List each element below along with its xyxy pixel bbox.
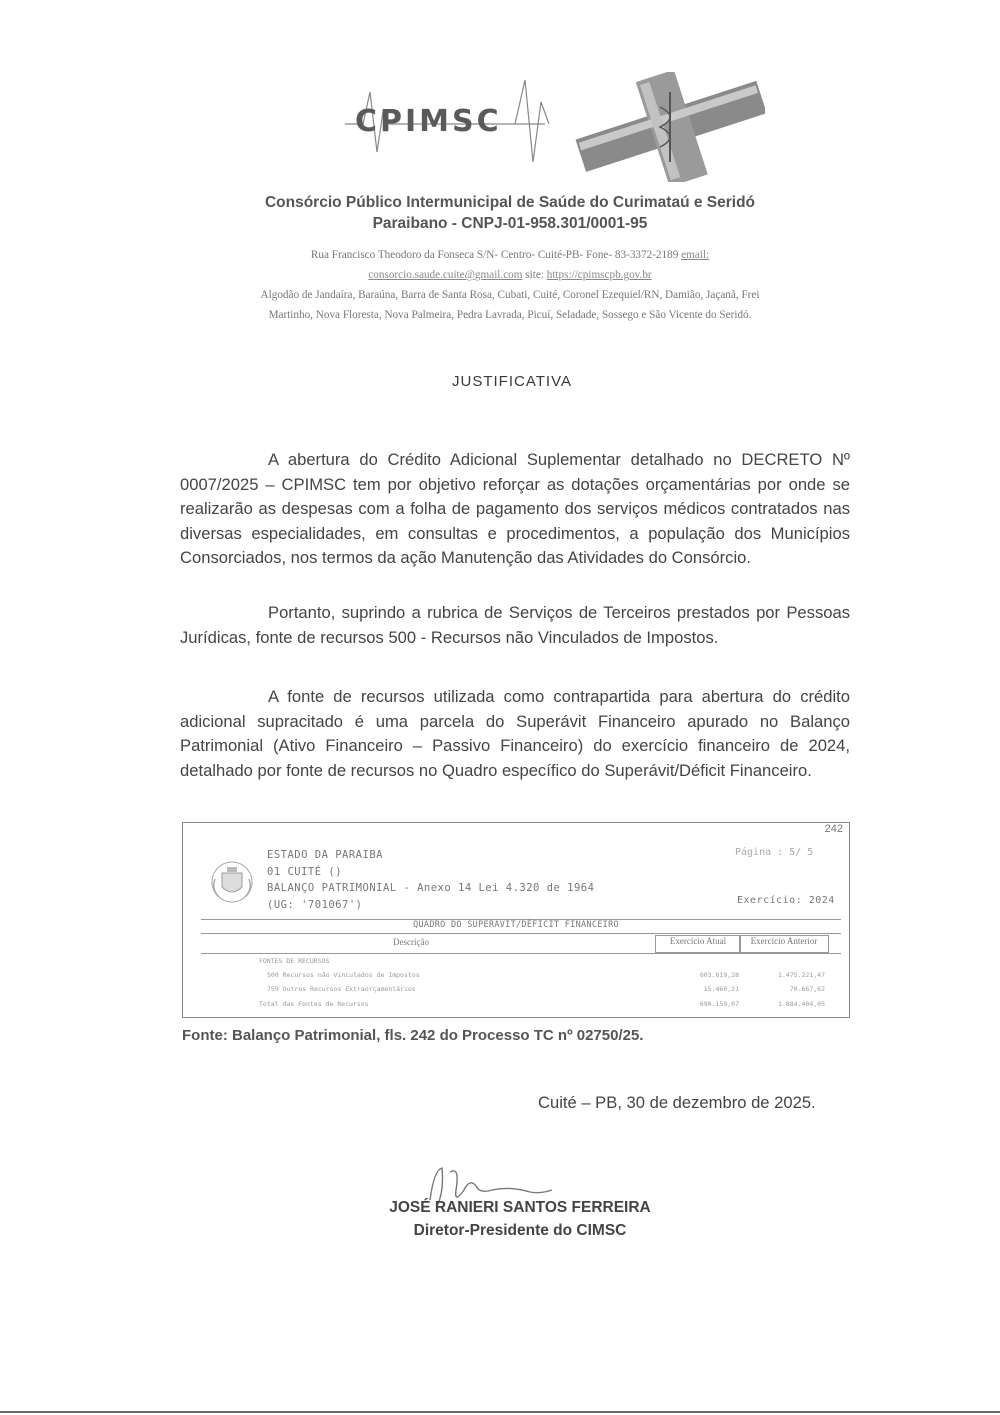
signatory-role: Diretor-Presidente do CIMSC: [413, 1222, 627, 1239]
report-fiscal-year: Exercício: 2024: [737, 895, 835, 906]
paragraph-1-text: A abertura do Crédito Adicional Suplementar detalhado no DECRETO Nº 0007/2025 – CPIMSC tem por objetivo reforçar as dotações orçamentárias por onde se realizarão as despesas com a folha de pagamento dos serviços médicos contratados nas diversas especialidades, em consultas e procedimentos, a população dos Municípios Consorciados, nos termos da ação Manutenção das Atividades do Consórcio.: [180, 450, 850, 567]
org-name: [180, 192, 840, 234]
col-header-descricao: Descrição: [393, 937, 429, 947]
logo: [345, 72, 765, 182]
logo-text: CPIMSC: [355, 104, 502, 139]
state-coat-of-arms-icon: [209, 859, 255, 905]
quadro-title: QUADRO DO SUPERAVIT/DÉFICIT FINANCEIRO: [413, 920, 619, 930]
total-atual: 690.159,07: [699, 1000, 739, 1008]
scan-edge-line: [0, 1411, 1000, 1413]
table-row-atual: 603.619,28: [699, 971, 739, 979]
address-line: Rua Francisco Theodoro da Fonseca S/N- Centro- Cuité-PB- Fone- 83-3372-2189: [310, 249, 679, 261]
municipalities-line1: Algodão de Jandaíra, Baraúna, Barra de Santa Rosa, Cubati, Cuité, Coronel Ezequiel/RN, Damião, Jaçanã, Frei: [260, 289, 760, 301]
report-page-number: 242: [824, 823, 843, 835]
table-row-desc: 759 Outros Recursos Extraorçamentários: [267, 985, 416, 993]
total-label: Total das Fontes de Recursos: [259, 1000, 369, 1008]
report-page-label: Página : 5/ 5: [735, 847, 814, 858]
group-label: FONTES DE RECURSOS: [259, 957, 330, 965]
divider: [201, 953, 841, 954]
site-link[interactable]: https://cpimscpb.gov.br: [546, 269, 652, 281]
paragraph-2-text: Portanto, suprindo a rubrica de Serviços de Terceiros prestados por Pessoas Jurídicas, fonte de recursos 500 - Recursos não Vinculados de Impostos.: [180, 603, 850, 647]
paragraph-3-text: A fonte de recursos utilizada como contrapartida para abertura do crédito adicional supracitado é uma parcela do Superávit Financeiro apurado no Balanço Patrimonial (Ativo Financeiro – Passivo Financeiro) do exercício financeiro de 2024, detalhado por fonte de recursos no Quadro específico do Superávit/Déficit Financeiro.: [180, 687, 850, 780]
report-ug: (UG: '701067'): [267, 899, 363, 911]
table-row-desc: 500 Recursos não Vinculados de Impostos: [267, 971, 420, 979]
table-row-anterior: 70.667,62: [789, 985, 825, 993]
signatory-name: JOSÉ RANIERI SANTOS FERREIRA: [389, 1199, 651, 1216]
report-name: BALANÇO PATRIMONIAL - Anexo 14 Lei 4.320 de 1964: [267, 882, 595, 894]
balance-sheet-excerpt: [182, 822, 850, 1018]
total-anterior: 1.884.404,05: [778, 1000, 825, 1008]
municipalities-line2: Martinho, Nova Floresta, Nova Palmeira, Pedra Lavrada, Picuí, Seladade, Sossego e São Vicente do Seridó.: [268, 309, 752, 321]
table-row-anterior: 1.475.221,47: [778, 971, 825, 979]
document-title: JUSTIFICATIVA: [452, 373, 572, 390]
divider: [201, 933, 841, 934]
col-header-atual: Exercício Atual: [655, 935, 741, 953]
address-block: [150, 245, 870, 325]
site-label: site:: [525, 269, 544, 281]
org-name-line2: Paraibano - CNPJ-01-958.301/0001-95: [372, 215, 648, 232]
paragraph-3: [180, 685, 850, 783]
col-header-anterior: Exercício Anterior: [739, 935, 829, 953]
paragraph-2: [180, 601, 850, 650]
source-note: Fonte: Balanço Patrimonial, fls. 242 do Processo TC nº 02750/25.: [182, 1027, 644, 1044]
email-label[interactable]: email:: [681, 249, 710, 261]
paragraph-1: [180, 448, 850, 571]
org-name-line1: Consórcio Público Intermunicipal de Saúde do Curimataú e Seridó: [264, 194, 756, 211]
report-entity: 01 CUITÉ (): [267, 866, 343, 878]
report-state: ESTADO DA PARAIBA: [267, 849, 383, 861]
dateline: Cuité – PB, 30 de dezembro de 2025.: [538, 1093, 816, 1112]
table-row-atual: 15.460,21: [703, 985, 739, 993]
email-link[interactable]: consorcio.saude.cuite@gmail.com: [368, 269, 523, 281]
